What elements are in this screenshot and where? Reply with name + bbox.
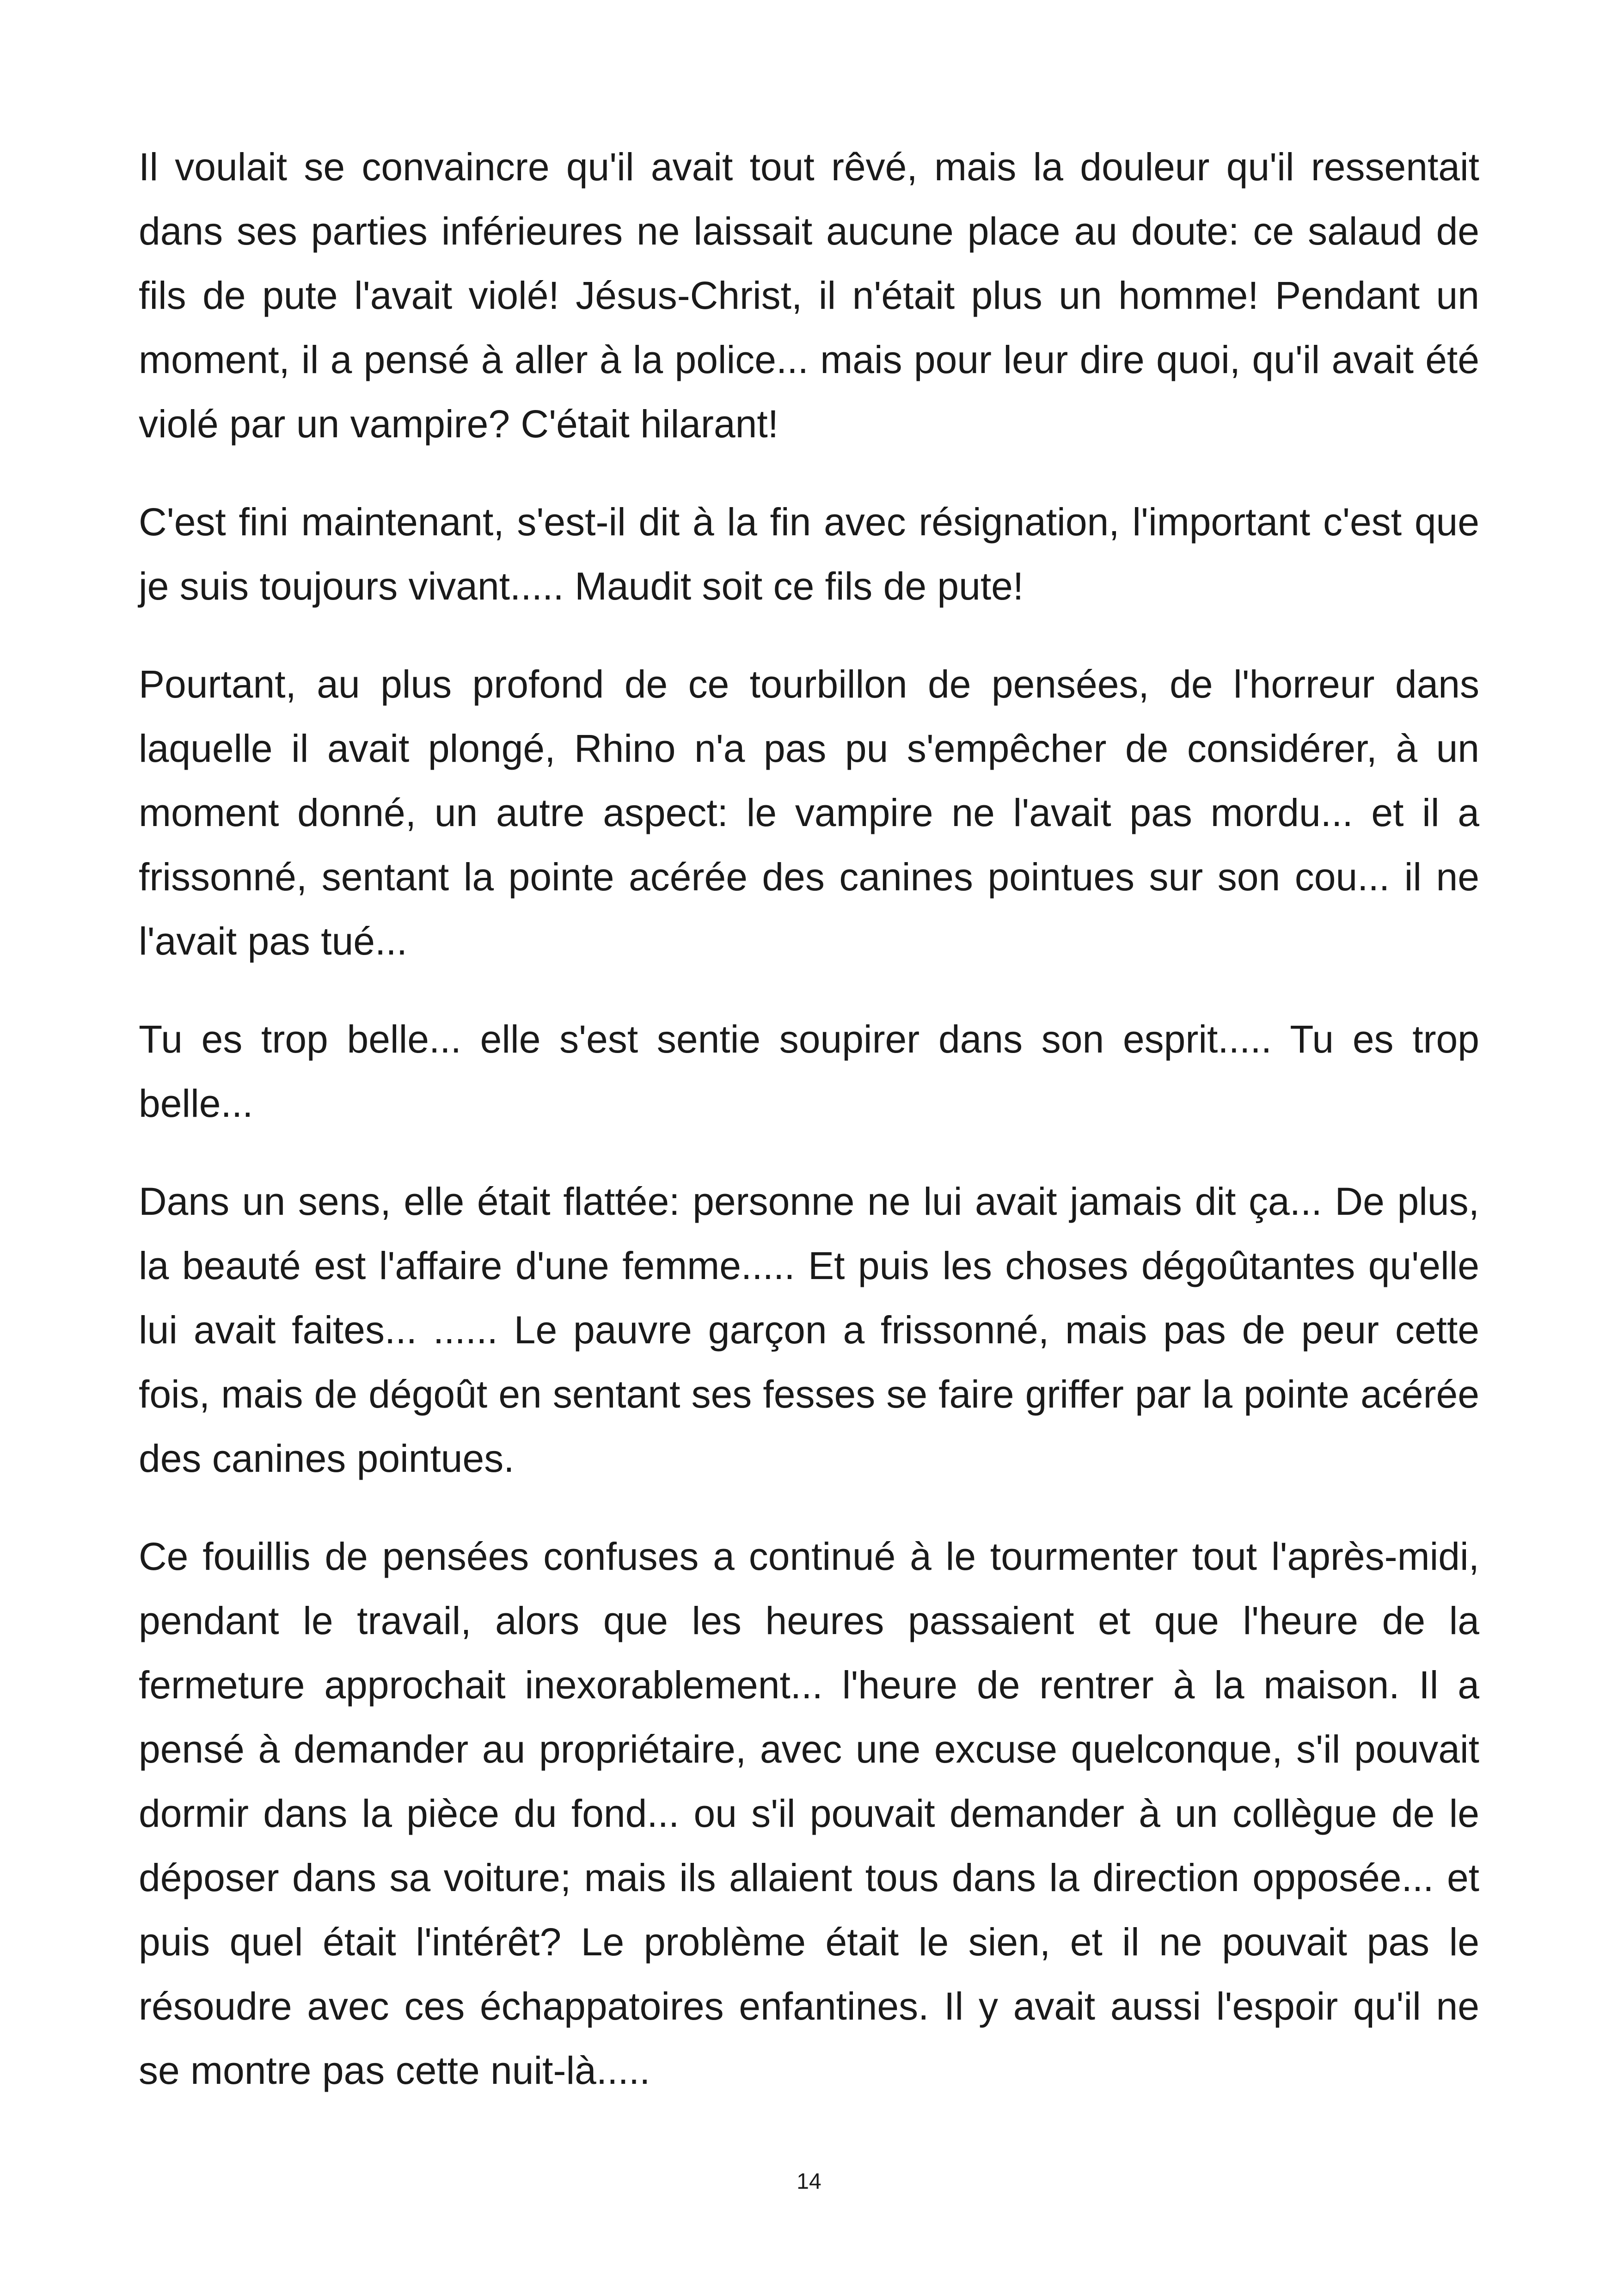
paragraph: C'est fini maintenant, s'est-il dit à la fin avec résignation, l'important c'est que je suis toujours vivant..... Maudit soit ce fils de pute! [139, 500, 1479, 608]
page-number: 14 [797, 2169, 821, 2194]
body-text [139, 135, 1479, 2103]
paragraph: Ce fouillis de pensées confuses a continué à le tourmenter tout l'après-midi, pendant le travail, alors que les heures passaient et que l'heure de la fermeture approchait inexorablement... l'heure de rentrer à la maison. Il a pensé à demander au propriétaire, avec une excuse quelconque, s'il pouvait dormir dans la pièce du fond... ou s'il pouvait demander à un collègue de le déposer dans sa voiture; mais ils allaient tous dans la direction opposée... et puis quel était l'intérêt? Le problème était le sien, et il ne pouvait pas le résoudre avec ces échappatoires enfantines. Il y avait aussi l'espoir qu'il ne se montre pas cette nuit-là..... [139, 1535, 1479, 2092]
paragraph: Tu es trop belle... elle s'est sentie soupirer dans son esprit..... Tu es trop belle... [139, 1017, 1479, 1125]
paragraph: Pourtant, au plus profond de ce tourbillon de pensées, de l'horreur dans laquelle il avait plongé, Rhino n'a pas pu s'empêcher de considérer, à un moment donné, un autre aspect: le vampire ne l'avait pas mordu... et il a frissonné, sentant la pointe acérée des canines pointues sur son cou... il ne l'avait pas tué... [139, 662, 1479, 963]
paragraph: Il voulait se convaincre qu'il avait tout rêvé, mais la douleur qu'il ressentait dans ses parties inférieures ne laissait aucune place au doute: ce salaud de fils de pute l'avait violé! Jésus-Christ, il n'était plus un homme! Pendant un moment, il a pensé à aller à la police... mais pour leur dire quoi, qu'il avait été violé par un vampire? C'était hilarant! [139, 145, 1479, 446]
paragraph: Dans un sens, elle était flattée: personne ne lui avait jamais dit ça... De plus, la beauté est l'affaire d'une femme..... Et puis les choses dégoûtantes qu'elle lui avait faites... ...... Le pauvre garçon a frissonné, mais pas de peur cette fois, mais de dégoût en sentant ses fesses se faire griffer par la pointe acérée des canines pointues. [139, 1180, 1479, 1480]
